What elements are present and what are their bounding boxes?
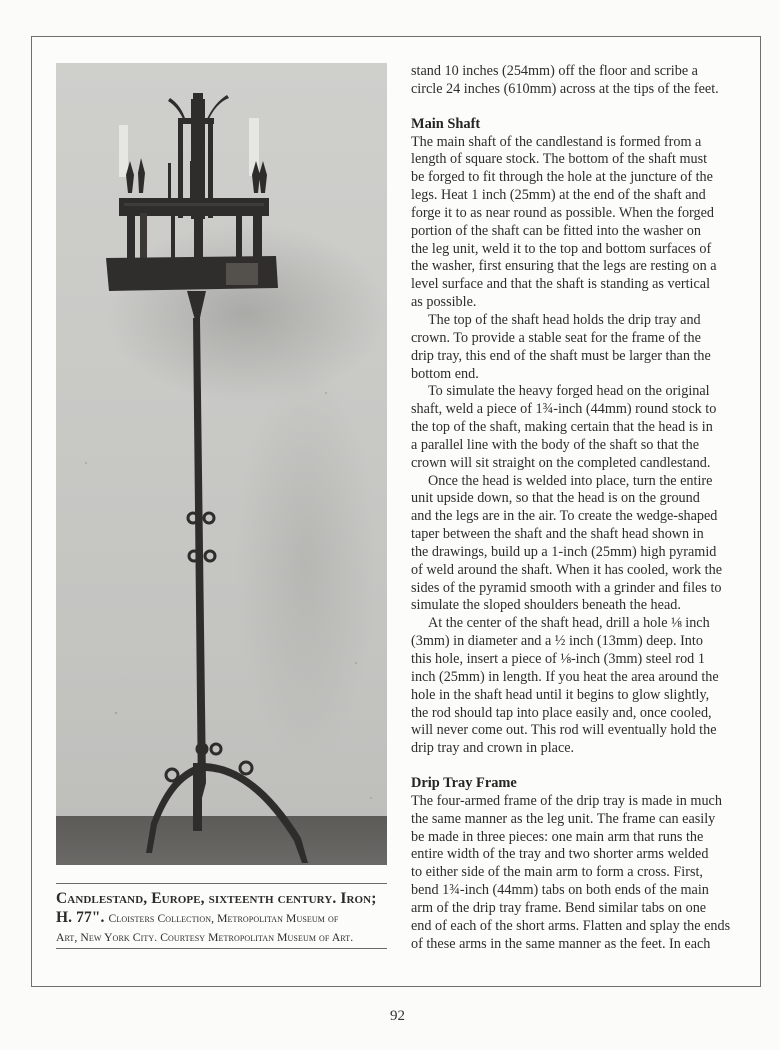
page-number: 92 [390, 1008, 405, 1024]
paragraph [411, 383, 746, 472]
text-line: The top of the shaft head holds the drip tray and [428, 311, 701, 328]
candlestand-illustration [56, 63, 387, 865]
text-line: bend 1¾-inch (44mm) tabs on both ends of the main [411, 882, 709, 899]
text-line: the leg unit, weld it to the top and bottom surfaces of [411, 240, 712, 257]
text-line: hole in the shaft head until it begins to glow slightly, [411, 686, 710, 703]
text-line: be forged to fit through the hole at the juncture of the [411, 169, 713, 186]
text-line: circle 24 inches (610mm) across at the tips of the feet. [411, 80, 719, 97]
caption-title: Candlestand, Europe, sixteenth century. Iron; [56, 890, 377, 907]
text-line: the top of the shaft, making certain that the head is in [411, 419, 713, 436]
body-text-column [411, 63, 746, 954]
text-line: be made in three pieces: one main arm that runs the [411, 828, 704, 845]
intro-paragraph [411, 63, 746, 99]
text-line: shaft, weld a piece of 1¾-inch (44mm) round stock to [411, 401, 717, 418]
candlestand-photo [56, 63, 387, 865]
text-line: to either side of the main arm to form a cross. First, [411, 864, 703, 881]
text-line: drip tray, this end of the shaft must be larger than the [411, 347, 711, 364]
text-line: bottom end. [411, 365, 479, 382]
text-line: (3mm) in diameter and a ½ inch (13mm) deep. Into [411, 633, 703, 650]
caption-credit: Art, New York City. Courtesy Metropolitan Museum of Art. [56, 931, 354, 944]
text-line: and the legs are in the air. To create the wedge-shaped [411, 508, 718, 525]
section-main-shaft [411, 116, 746, 758]
text-line: of weld around the shaft. When it has cooled, work the [411, 561, 722, 578]
text-line: The main shaft of the candlestand is formed from a [411, 133, 702, 150]
text-line: level surface and that the shaft is standing as vertical [411, 276, 711, 293]
text-line: length of square stock. The bottom of the shaft must [411, 151, 708, 168]
paragraph [411, 793, 746, 954]
text-line: Once the head is welded into place, turn the entire [428, 472, 713, 489]
caption-line-2 [56, 908, 387, 928]
section-heading: Drip Tray Frame [411, 775, 517, 792]
text-line: inch (25mm) in length. If you heat the area around the [411, 668, 719, 685]
text-line: of these arms in the same manner as the feet. In each [411, 935, 711, 952]
text-line: this hole, insert a piece of ⅛-inch (3mm) steel rod 1 [411, 651, 705, 667]
text-line: taper between the shaft and the shaft head shown in [411, 526, 704, 543]
caption-collection: Cloisters Collection, Metropolitan Museum of [108, 912, 339, 925]
section-heading: Main Shaft [411, 115, 481, 132]
text-line: will never come out. This rod will eventually hold the [411, 722, 717, 739]
figure-caption [56, 883, 387, 949]
text-line: the drawings, build up a 1-inch (25mm) high pyramid [411, 543, 717, 560]
text-line: a parallel line with the body of the shaft so that the [411, 436, 700, 453]
text-line: the washer, first ensuring that the legs are resting on a [411, 258, 717, 275]
paragraph [411, 312, 746, 383]
text-line: drip tray and crown in place. [411, 740, 575, 757]
text-line: At the center of the shaft head, drill a hole ⅛ inch [428, 615, 710, 632]
text-line: simulate the sloped shoulders beneath the head. [411, 597, 681, 614]
text-line: The four-armed frame of the drip tray is made in much [411, 792, 722, 809]
paragraph [411, 473, 746, 616]
text-line: unit upside down, so that the head is on the ground [411, 490, 700, 507]
text-line: sides of the pyramid smooth with a grinder and files to [411, 579, 722, 596]
text-line: the rod should tap into place easily and, once cooled, [411, 704, 712, 721]
section-spacer [411, 99, 746, 116]
paragraph [411, 134, 746, 312]
text-line: crown will sit straight on the completed candlestand. [411, 454, 711, 471]
section-spacer [411, 758, 746, 775]
text-line: To simulate the heavy forged head on the original [428, 383, 710, 400]
text-line: the same manner as the leg unit. The frame can easily [411, 810, 716, 827]
section-drip-tray-frame [411, 775, 746, 953]
text-line: arm of the drip tray frame. Bend similar tabs on one [411, 899, 707, 916]
text-line: crown. To provide a stable seat for the frame of the [411, 329, 701, 346]
text-line: stand 10 inches (254mm) off the floor and scribe a [411, 63, 698, 79]
caption-height: H. 77". [56, 909, 105, 926]
text-line: portion of the shaft can be fitted into the washer on [411, 222, 701, 239]
text-line: as possible. [411, 294, 477, 311]
text-line: forge it to as near round as possible. When the forged [411, 204, 714, 221]
text-line: entire width of the tray and two shorter arms welded [411, 846, 709, 863]
text-line: legs. Heat 1 inch (25mm) at the end of the shaft and [411, 187, 706, 204]
text-line: end of each of the short arms. Flatten and splay the ends [411, 917, 731, 934]
paragraph [411, 615, 746, 758]
